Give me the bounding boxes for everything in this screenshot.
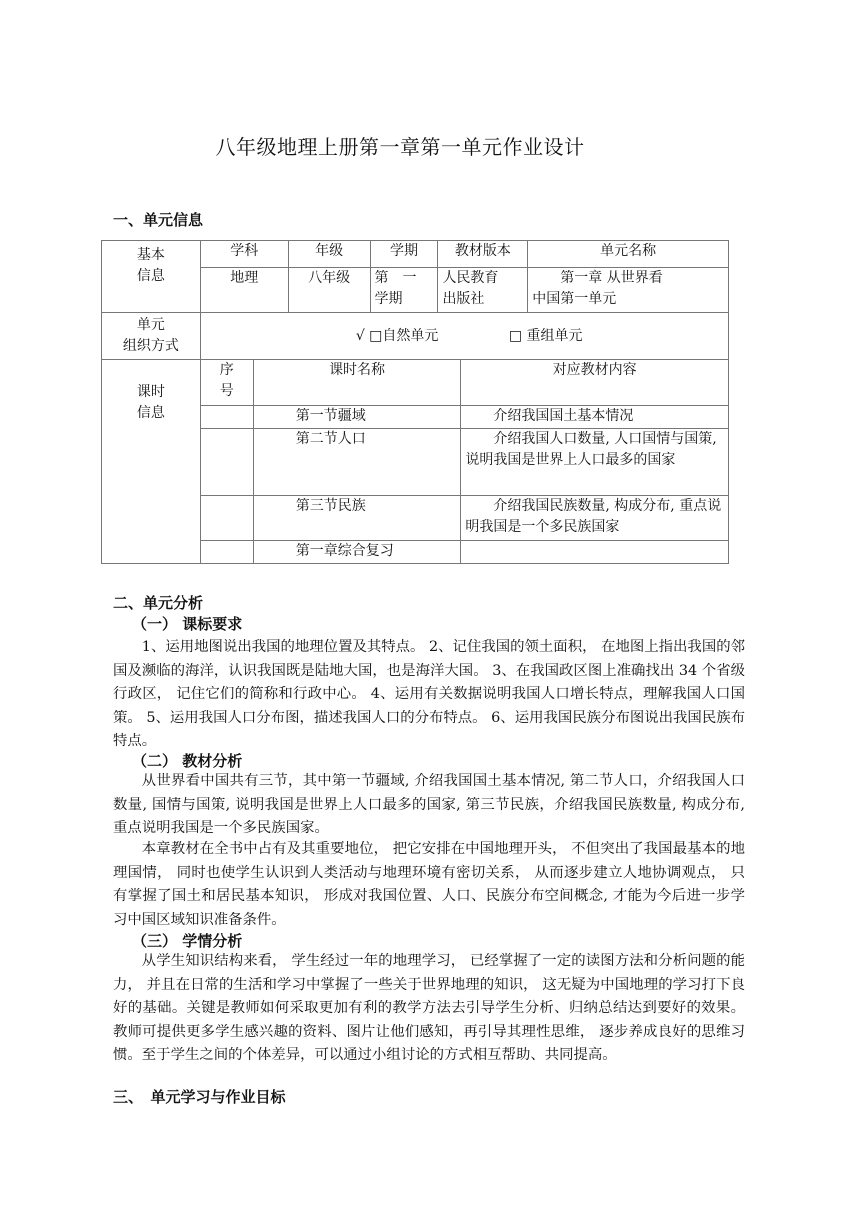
subheading-curriculum: （一） 课标要求 bbox=[132, 615, 243, 633]
lesson-no bbox=[200, 496, 253, 541]
subheading-learner: （三） 学情分析 bbox=[132, 932, 243, 950]
lesson-header-content: 对应教材内容 bbox=[461, 360, 729, 406]
option-regrouped-unit[interactable]: □ 重组单元 bbox=[508, 327, 583, 344]
value-textbook: 人民教育 出版社 bbox=[438, 268, 528, 313]
org-mode-label: 单元 组织方式 bbox=[102, 313, 201, 360]
lesson-header-no: 序 号 bbox=[200, 360, 253, 406]
section-heading-goals: 三、 单元学习与作业目标 bbox=[113, 1088, 286, 1106]
header-subject: 学科 bbox=[200, 241, 288, 268]
lesson-no bbox=[200, 406, 253, 429]
lesson-name: 第三节民族 bbox=[253, 496, 461, 541]
lesson-content: 介绍我国人口数量, 人口国情与国策, 说明我国是世界上人口最多的国家 bbox=[461, 429, 729, 496]
lesson-content: 介绍我国民族数量, 构成分布, 重点说明我国是一个多民族国家 bbox=[461, 496, 729, 541]
header-unit-name: 单元名称 bbox=[528, 241, 729, 268]
section-heading-unit-analysis: 二、单元分析 bbox=[113, 594, 204, 612]
document-title: 八年级地理上册第一章第一单元作业设计 bbox=[215, 135, 585, 159]
paragraph-textbook-2: 本章教材在全书中占有及其重要地位， 把它安排在中国地理开头， 不但突出了我国最基本的地理国情， 同时也使学生认识到人类活动与地理环境有密切关系， 从而逐步建立人地协调观点， 只有掌握了国土和居民基本知识， 形成对我国位置、人口、民族分布空间概念, 才能为今后进一步学习中国区域知识准备条件。 bbox=[113, 841, 745, 928]
lesson-name: 第一章综合复习 bbox=[253, 541, 461, 564]
lesson-no bbox=[200, 429, 253, 496]
value-term: 第 一 学期 bbox=[370, 268, 438, 313]
lesson-name: 第二节人口 bbox=[253, 429, 461, 496]
paragraph-curriculum: 1、运用地图说出我国的地理位置及其特点。 2、记住我国的领土面积， 在地图上指出我国的邻国及濒临的海洋，认识我国既是陆地大国，也是海洋大国。 3、在我国政区图上准确找出 34 个省级行政区， 记住它们的简称和行政中心。 4、运用有关数据说明我国人口增长特点，理解我国人口国策。 5、运用我国人口分布图，描述我国人口的分布特点。 6、运用我国民族分布图说出我国民族布特点。 bbox=[113, 639, 745, 750]
org-mode-options bbox=[200, 313, 728, 360]
value-subject: 地理 bbox=[200, 268, 288, 313]
lesson-content bbox=[461, 541, 729, 564]
lesson-content: 介绍我国国土基本情况 bbox=[461, 406, 729, 429]
header-grade: 年级 bbox=[288, 241, 370, 268]
header-textbook: 教材版本 bbox=[438, 241, 528, 268]
basic-info-label: 基本 信息 bbox=[102, 241, 201, 313]
paragraph-textbook-1: 从世界看中国共有三节，其中第一节疆域, 介绍我国国土基本情况, 第二节人口，介绍我国人口数量, 国情与国策, 说明我国是世界上人口最多的国家, 第三节民族，介绍我国民族数量, 构成分布, 重点说明我国是一个多民族国家。 bbox=[113, 773, 745, 837]
value-unit-name: 第一章 从世界看 中国第一单元 bbox=[528, 268, 729, 313]
unit-info-table bbox=[101, 240, 729, 564]
section-heading-unit-info: 一、单元信息 bbox=[113, 211, 204, 229]
lesson-header-name: 课时名称 bbox=[253, 360, 461, 406]
lesson-info-label: 课时 信息 bbox=[102, 360, 201, 564]
option-natural-unit[interactable]: √ □自然单元 bbox=[355, 327, 439, 344]
lesson-name: 第一节疆域 bbox=[253, 406, 461, 429]
header-term: 学期 bbox=[370, 241, 438, 268]
paragraph-learner: 从学生知识结构来看， 学生经过一年的地理学习， 已经掌握了一定的读图方法和分析问题的能力， 并且在日常的生活和学习中掌握了一些关于世界地理的知识， 这无疑为中国地理的学习打下良好的基础。关键是教师如何采取更加有利的教学方法去引导学生分析、归纳总结达到要好的效果。教师可提供更多学生感兴趣的资料、图片让他们感知，再引导其理性思维， 逐步养成良好的思维习惯。至于学生之间的个体差异，可以通过小组讨论的方式相互帮助、共同提高。 bbox=[113, 953, 745, 1064]
lesson-no bbox=[200, 541, 253, 564]
value-grade: 八年级 bbox=[288, 268, 370, 313]
subheading-textbook: （二） 教材分析 bbox=[132, 752, 243, 770]
